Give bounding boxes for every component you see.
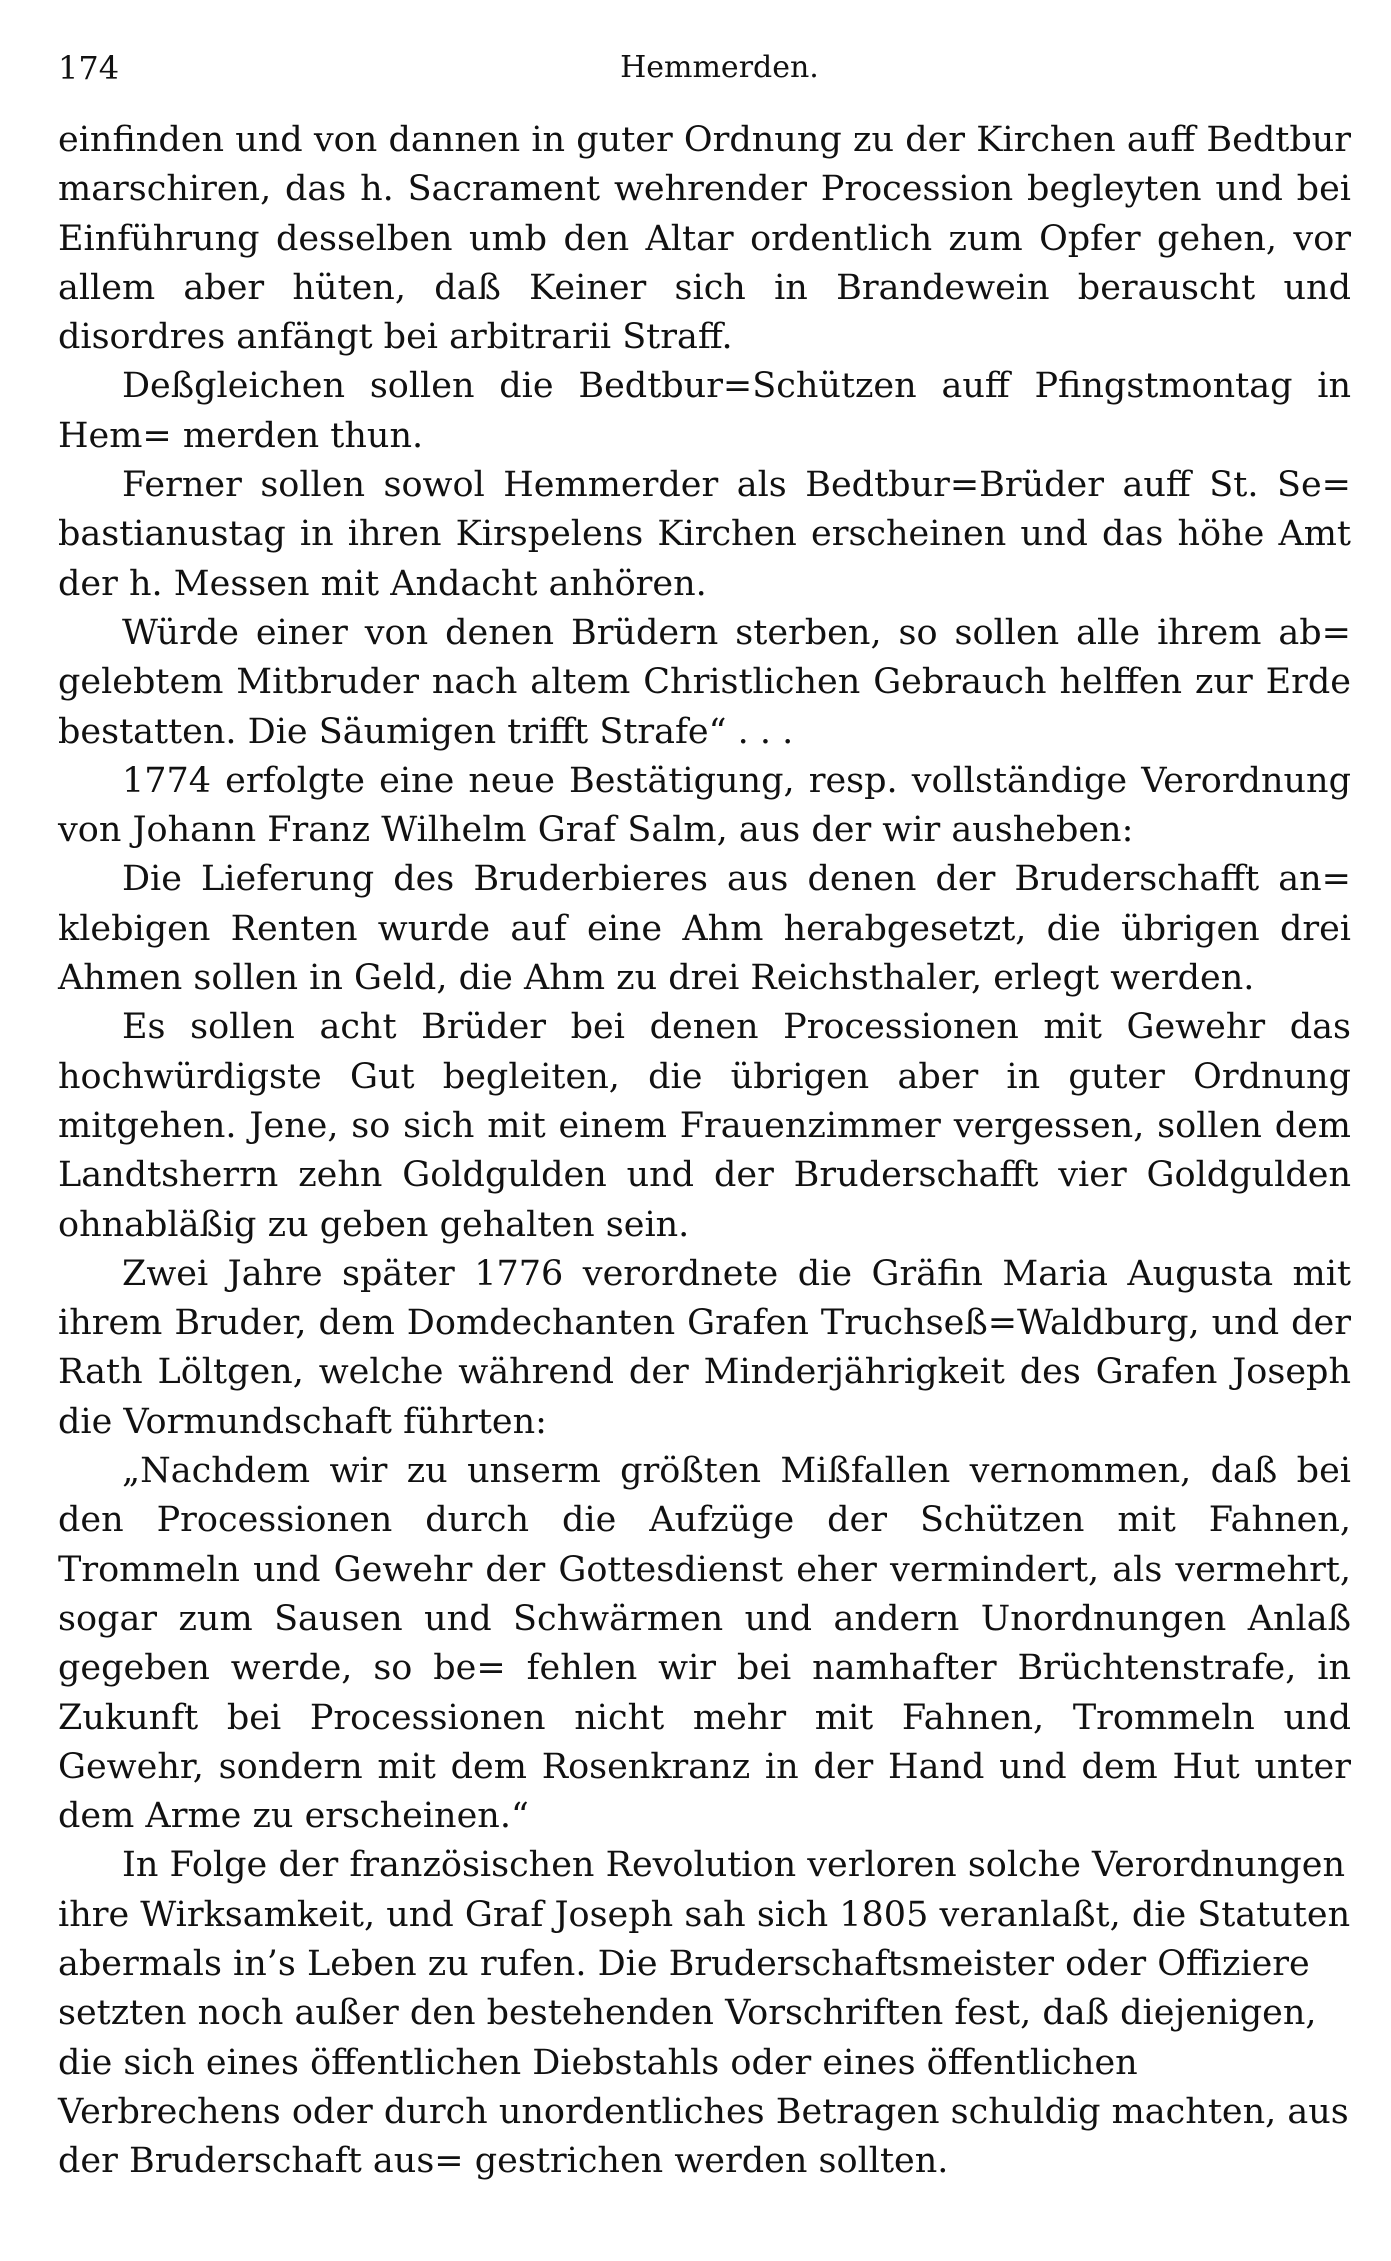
quoted-paragraph: „Nachdem wir zu unserm größten Mißfallen vernommen, daß bei den Processionen durch die Aufzüge der Schützen mit Fahnen, Trommeln und Gewehr der Gottesdienst eher vermindert, als vermehrt, sogar zum Sausen und Schwärmen und andern Unordnungen Anlaß gegeben werde, so be= fehlen wir bei namhafter Brüchtenstrafe, in Zukunft bei Processionen nicht mehr mit Fahnen, Trommeln und Gewehr, sondern mit dem Rosenkranz in der Hand und dem Hut unter dem Arme zu erscheinen.“ <box>58 1451 1351 1837</box>
paragraph: 1774 erfolgte eine neue Bestätigung, resp. vollständige Verordnung von Johann Franz Wilhelm Graf Salm, aus der wir ausheben: <box>58 760 1351 851</box>
paragraph: Es sollen acht Brüder bei denen Processionen mit Gewehr das hochwürdigste Gut begleiten, die übrigen aber in guter Ordnung mitgehen. Jene, so sich mit einem Frauenzimmer vergessen, sollen dem Landtsherrn zehn Goldgulden und der Bruderschafft vier Goldgulden ohnabläßig zu geben gehalten sein. <box>58 1007 1351 1245</box>
paragraph: Würde einer von denen Brüdern sterben, so sollen alle ihrem ab= gelebtem Mitbruder nach altem Christlichen Gebrauch helffen zur Erde bestatten. Die Säumigen trifft Strafe“ . . . <box>58 612 1351 752</box>
paragraph: Ferner sollen sowol Hemmerder als Bedtbur=Brüder auff St. Se= bastianustag in ihren Kirspelens Kirchen erscheinen und das höhe Amt der h. Messen mit Andacht anhören. <box>58 465 1351 604</box>
paragraph-continuation: einfinden und von dannen in guter Ordnung zu der Kirchen auff Bedtbur marschiren, das h. Sacrament wehrender Procession begleyten und bei Einführung desselben umb den Altar ordentlich zum Opfer gehen, vor allem aber hüten, daß Keiner sich in Brandewein berauscht und disordres anfängt bei arbitrarii Straff. <box>58 120 1351 358</box>
paragraph: Deßgleichen sollen die Bedtbur=Schützen auff Pfingstmontag in Hem= merden thun. <box>58 366 1351 456</box>
paragraph: In Folge der französischen Revolution verloren solche Verordnungen ihre Wirksamkeit, und Graf Joseph sah sich 1805 veranlaßt, die Statuten abermals in’s Leben zu rufen. Die Bruderschaftsmeister oder Offiziere setzten noch außer den bestehenden Vorschriften fest, daß diejenigen, die sich eines öffentlichen Diebstahls oder eines öffentlichen Verbrechens oder durch unordentliches Betragen schuldig machten, aus der Bruderschaft aus= gestrichen werden sollten. <box>58 1845 1351 2182</box>
paragraph: Zwei Jahre später 1776 verordnete die Gräfin Maria Augusta mit ihrem Bruder, dem Domdechanten Grafen Truchseß=Waldburg, und der Rath Löltgen, welche während der Minderjährigkeit des Grafen Joseph die Vormundschaft führten: <box>58 1253 1351 1442</box>
paragraph: Die Lieferung des Bruderbieres aus denen der Bruderschafft an= klebigen Renten wurde auf eine Ahm herabgesetzt, die übrigen drei Ahmen sollen in Geld, die Ahm zu drei Reichsthaler, erlegt werden. <box>58 859 1351 999</box>
page-header <box>58 48 1351 94</box>
page-number: 174 <box>58 49 120 87</box>
body-text <box>58 116 1351 2186</box>
running-head: Hemmerden. <box>620 50 819 85</box>
